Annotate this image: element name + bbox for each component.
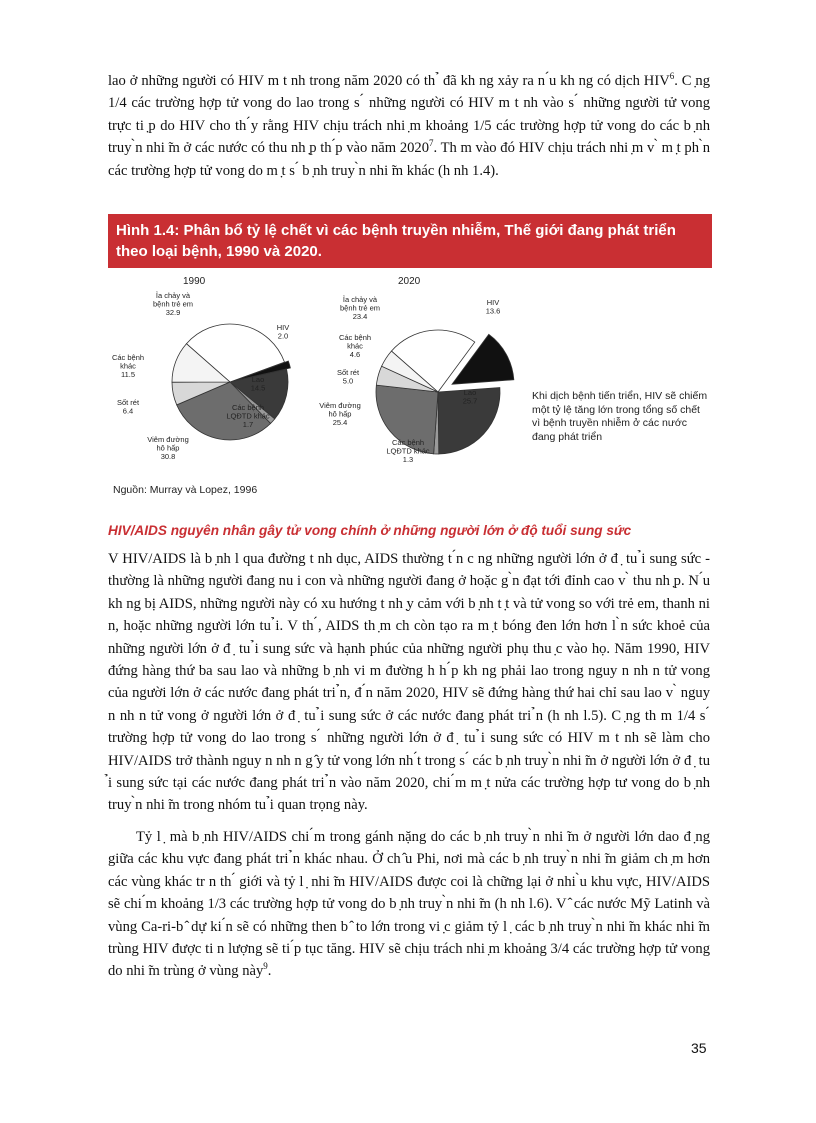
pie-charts [108,270,528,480]
pie-label-2020-ia-chay-va-benh-tre-em: Ỉa chảy và bệnh trẻ em 23.4 [339,295,381,321]
pie-label-2020-viem-uong-ho-hap: Viêm đường hô hấp 25.4 [319,401,361,427]
pie-label-2020-cac-benh-khac: Các bệnh khác 4.6 [338,333,372,359]
body-paragraph-1: V HIV/AIDS là b ̣nh l qua đường t nh dục, AIDS thường t ́n c ng những người lớn ở đ ̣ tu ̉i sung sức - thường là những người đang nu i con và những người đang ở hoặc g ̀n đạt tới đỉnh cao v ̀ thu nh ̣p. N ́u kh ng bị AIDS, những người này có xu hướng t nh ̣y cảm với b ̣nh t ̣t và tử vong so với trẻ em, thanh ni n, hoặc những người lớn tu ̉i. V th ́, AIDS th ̣m ch còn tạo ra m ̣t bóng đen lớn hơn l ̀n sức khoẻ của những người lớn ở đ ̣ tu ̉i sung sức và hạnh phúc của những người phụ thu ̣c vào họ. Năm 1990, HIV đứng hàng thứ ba sau lao và những b ̣nh vi m đường h h ́p kh ng phải lao trong nguy n nh n tử vong của người lớn ở các nước đang phát tri ̉n, đ ́n năm 2020, HIV sẽ đứng hàng thứ hai chỉ sau lao v ̀ nguy n nh n tử vong ở người lớn ở đ ̣ tu ̉i sung sức ở các nước đang phát tri ̉n (h nh l.5). C ̣ng th m 1/4 s ́ trường hợp tử vong do lao trong s ́ những người lớn ở đ ̣ tu ̉i sung sức có HIV m t nh sẽ làm cho HIV/AIDS trở thành nguy n nh n g ̂y tử vong lớn nh ́t trong s ́ các b ̣nh truy ̀n nhi ̃m ở người lớn ở đ ̣ tu ̉i sung sức tại các nước đang phát tri ̉n vào năm 2020, chi ́m m ̣t nửa các trường hợp tư vong do b ̣nh truy ̀n nhi ̃m trong nhóm tu ̉i quan trọng này. [108,551,710,814]
pie-charts-svg [108,270,528,480]
pie-label-1990-ia-chay-va-benh-tre-em: Ỉa chảy và bệnh trẻ em 32.9 [152,291,194,317]
figure-title: Hình 1.4: Phân bổ tỷ lệ chết vì các bệnh truyền nhiễm, Thế giới đang phát triển theo loại bệnh, 1990 và 2020. [116,222,676,260]
pie-label-2020-sot-ret: Sốt rét 5.0 [336,368,360,386]
figure-note: Khi dịch bệnh tiến triển, HIV sẽ chiếm một tỷ lệ tăng lớn trong tổng số chết vì bệnh truyền nhiễm ở các nước đang phát triển [532,390,708,443]
pie-label-1990-lao: Lao 14.5 [250,375,266,393]
pie-label-1990-hiv: HIV 2.0 [276,323,290,341]
intro-text-b: . C ̣ng 1/4 các trường hợp tử vong do lao trong s ́ những người có HIV m t nh vào s ́ những người tử vong trực ti ̣p do HIV cho th ́y rằng HIV chịu trách nhi ̣m khoảng 1/5 các trường hợp tử vong do các b ̣nh truy ̀n nhi ̃m ở các nước có thu nh ̣p th ́p vào năm 2020 [108,73,710,157]
pie-label-2020-lao: Lao 25.7 [462,388,478,406]
figure-source: Nguồn: Murray và Lopez, 1996 [113,484,258,496]
footnote-ref-6: 6 [669,71,675,82]
intro-paragraph [108,70,710,182]
section-heading: HIV/AIDS nguyên nhân gây tử vong chính ở những người lớn ở độ tuổi sung sức [108,523,632,538]
body-paragraph-2 [108,826,710,983]
pie-label-1990-cac-benh-lq-td-khac: Các bệnh LQĐTD khác 1.7 [226,403,270,429]
pie-label-2020-cac-benh-lq-td-khac: Các bệnh LQĐTD khác 1.3 [386,438,430,464]
pie-label-1990-viem-uong-ho-hap: Viêm đường hô hấp 30.8 [147,435,189,461]
pie-label-1990-cac-benh-khac: Các bệnh khác 11.5 [111,353,145,379]
pie-label-1990-sot-ret: Sốt rét 6.4 [116,398,140,416]
page-number: 35 [691,1040,707,1056]
intro-text-a: lao ở những người có HIV m t nh trong năm 2020 có th ̉ đã kh ng xảy ra n ́u kh ng có dịch HIV [108,73,670,89]
body-paragraph-2-text: Tỷ l ̣ mà b ̣nh HIV/AIDS chi ́m trong gánh nặng do các b ̣nh truy ̀n nhi ̃m ở người lớn dao đ ̣ng giữa các khu vực đang phát tri ̉n khác nhau. Ở ch ̂u Phi, nơi mà các b ̣nh truy ̀n nhi ̃m giảm ch ̣m hơn các vùng khác tr n th ́ giới và tỷ l ̣ nhi ̃m HIV/AIDS được coi là chững lại ở nhi ̀u khu vực, HIV/AIDS sẽ chi ́m khoảng 1/3 các trường hợp tử vong do b ̣nh truy ̀n nhi ̃m (h nh l.6). V ̂ các nước Mỹ Latinh và vùng Ca-ri-b ̂ dự ki ́n sẽ có những then b ̂ to lớn trong vi ̣c giảm tỷ l ̣ các b ̣nh truy ̀n nhi ̃m khác nhi ̃m trùng HIV được ti n lượng sẽ ti ́p tục tăng. HIV sẽ chịu trách nhi ̣m khoảng 3/4 các trường hợp tử vong do nhi ̃m trùng ở vùng này [108,829,710,980]
pie-label-2020-hiv: HIV 13.6 [485,298,501,316]
figure-title-box [108,214,712,268]
footnote-ref-9: 9 [263,961,268,972]
body-paragraph-2-end: . [267,963,272,980]
footnote-ref-7: 7 [429,138,434,149]
intro-text-c: . Th m vào đó HIV chịu trách nhi ̣m v ̀ m ̣t ph ̀n các trường hợp tử vong do m ̣t s ́ b ̣nh truy ̀n nhi ̃m khác (h nh 1.4). [108,140,710,179]
pie-title-1990: 1990 [183,276,206,287]
pie-title-2020: 2020 [398,276,421,287]
